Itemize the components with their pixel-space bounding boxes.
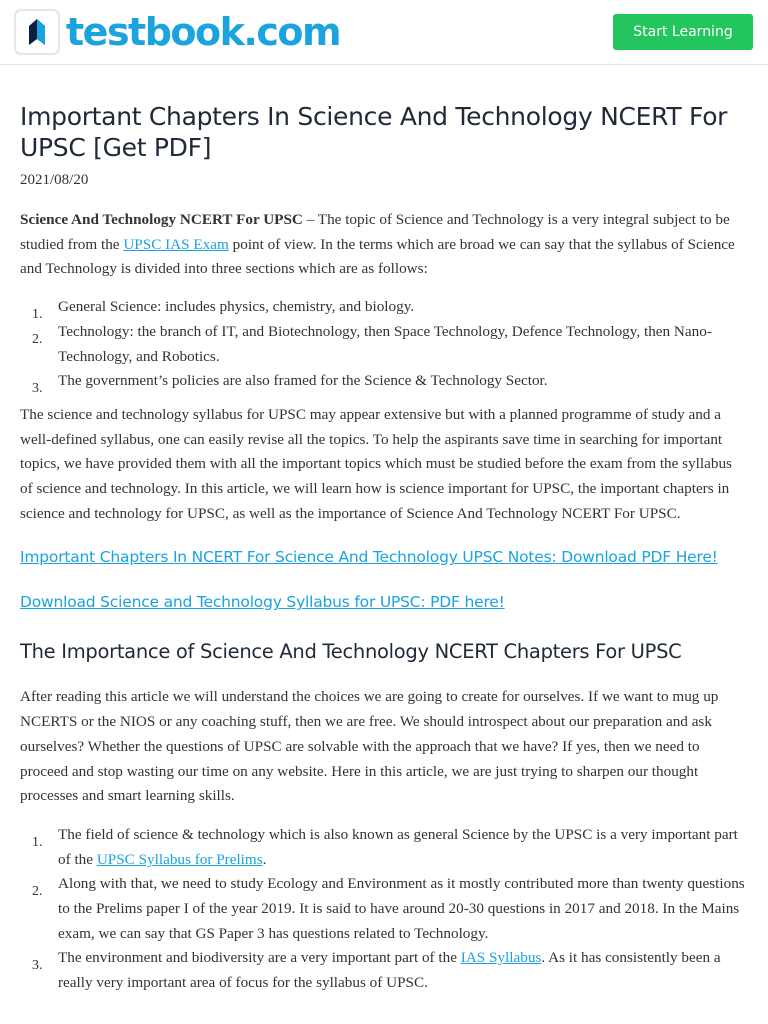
section-heading: The Importance of Science And Technology NCERT Chapters For UPSC (20, 640, 682, 664)
list-item-text: The government’s policies are also framed for the Science & Technology Sector. (58, 372, 548, 390)
list-number: 3. (32, 381, 43, 397)
list-number: 2. (32, 331, 43, 347)
list-item-text: . (262, 850, 267, 868)
upsc-syllabus-prelims-link[interactable]: UPSC Syllabus for Prelims (96, 850, 263, 868)
ias-syllabus-link[interactable]: IAS Syllabus (460, 949, 542, 967)
article-title: Important Chapters In Science And Technology NCERT For UPSC [Get PDF] (20, 102, 728, 162)
upsc-ias-exam-link[interactable]: UPSC IAS Exam (123, 235, 229, 253)
list-item (20, 872, 748, 946)
syllabus-pdf-link[interactable]: Download Science and Technology Syllabus for UPSC: PDF here! (20, 593, 505, 612)
list-item (20, 823, 748, 872)
list-item-text: Technology: the branch of IT, and Biotechnology, then Space Technology, Defence Technology, then Nano-Technology, and Robotics. (58, 322, 712, 365)
intro-text-2: point of view. In the terms which are broad we can say that the syllabus of Science and Technology is divided into three sections which are as follows: (20, 235, 735, 278)
site-logo[interactable] (14, 9, 340, 55)
list-number: 1. (32, 307, 43, 323)
list-number: 3. (32, 958, 43, 974)
list-item-text: The environment and biodiversity are a very important part of the (58, 949, 461, 967)
intro-bold-text: Science And Technology NCERT For UPSC (20, 211, 303, 228)
site-header (0, 0, 768, 65)
list-item-text: General Science: includes physics, chemistry, and biology. (58, 298, 415, 316)
syllabus-paragraph: The science and technology syllabus for UPSC may appear extensive but with a planned programme of study and a well-defined syllabus, one can easily revise all the topics. To help the aspirants save time in searching for important topics, we have provided them with all the important topics which must be studied before the exam from the syllabus of science and technology. In this article, we will learn how is science important for UPSC, the important chapters in science and technology for UPSC, as well as the importance of Science And Technology NCERT For UPSC. (20, 405, 732, 522)
list-item (20, 369, 748, 397)
importance-list (20, 823, 748, 996)
book-logo-icon (14, 9, 60, 55)
list-item (20, 946, 748, 995)
list-number: 2. (32, 884, 43, 900)
intro-paragraph (20, 208, 748, 282)
list-item-text: The field of science & technology which is also known as general Science by the UPSC is a very important part of the (58, 825, 738, 868)
article-date: 2021/08/20 (20, 172, 89, 188)
list-item (20, 320, 748, 369)
notes-pdf-link[interactable]: Important Chapters In NCERT For Science And Technology UPSC Notes: Download PDF Here! (20, 548, 718, 567)
sections-list (20, 295, 748, 397)
article (0, 101, 768, 996)
list-item (20, 295, 748, 323)
list-item-text: Along with that, we need to study Ecology and Environment as it mostly contributed more than twenty questions to the Prelims paper I of the year 2019. It is said to have around 20-30 questions in 2017 and 2018. In the Mains exam, we can say that GS Paper 3 has questions related to Technology. (58, 875, 745, 942)
logo-text: testbook.com (66, 10, 341, 54)
list-item-text: . As it has consistently been a really very important area of focus for the syllabus of UPSC. (58, 949, 721, 992)
start-learning-button[interactable]: Start Learning (613, 14, 753, 50)
importance-paragraph: After reading this article we will understand the choices we are going to create for ourselves. If we want to mug up NCERTS or the NIOS or any coaching stuff, then we are free. We should introspect about our preparation and ask ourselves? Whether the questions of UPSC are solvable with the approach that we have? If yes, then we need to proceed and stop wasting our time on any website. Here in this article, we are just trying to sharpen our thought processes and smart learning skills. (20, 688, 719, 805)
list-number: 1. (32, 834, 43, 850)
intro-text-1: – The topic of Science and Technology is a very integral subject to be studied from the (20, 211, 730, 253)
